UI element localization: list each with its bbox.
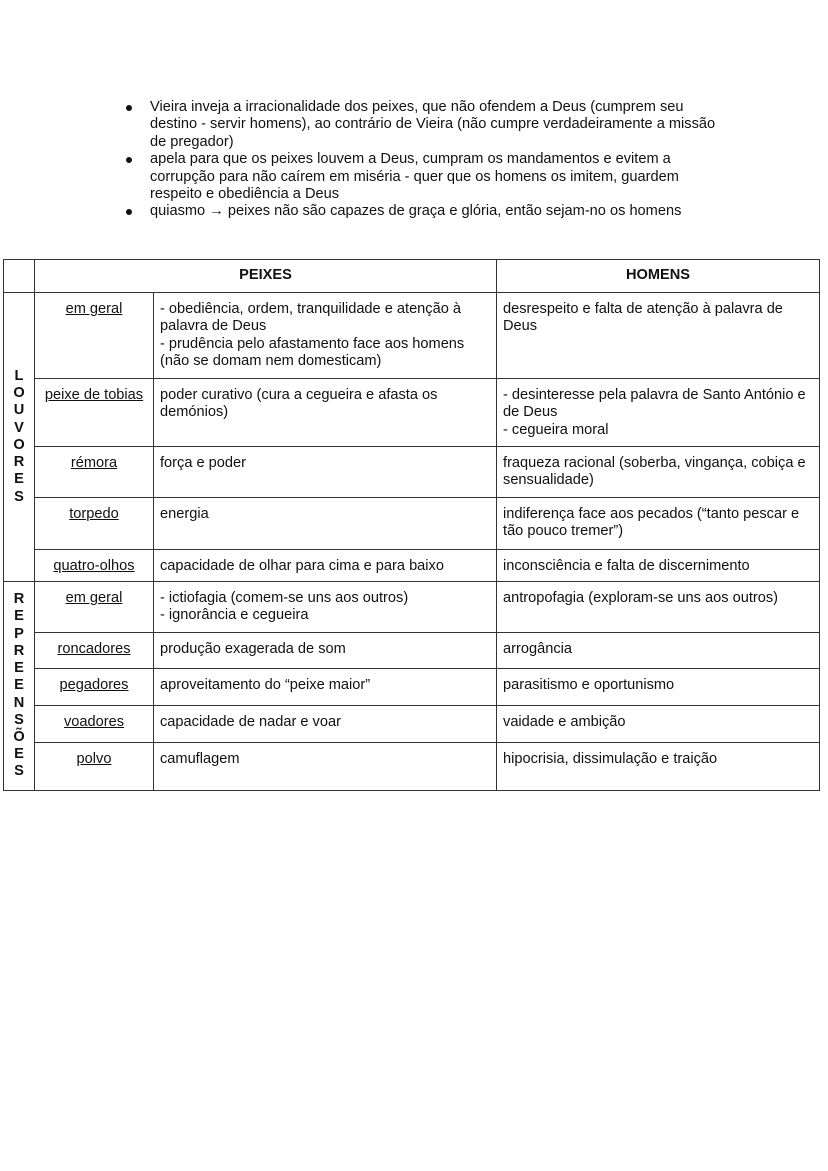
bullet-text: quiasmo → peixes não são capazes de graça e glória, então sejam-no os homens bbox=[150, 203, 682, 220]
peixes-cell: camuflagem bbox=[154, 743, 497, 791]
bullet-dot-icon bbox=[126, 209, 132, 215]
bullet-dot-icon bbox=[126, 105, 132, 111]
table-header-row bbox=[4, 260, 820, 293]
table-row bbox=[4, 293, 820, 379]
homens-cell: inconsciência e falta de discernimento bbox=[497, 550, 820, 582]
table-row bbox=[4, 582, 820, 633]
comparison-table bbox=[3, 259, 820, 791]
row-label: roncadores bbox=[35, 633, 154, 669]
group-label: LOUVORES bbox=[13, 368, 25, 505]
peixes-cell: - ictiofagia (comem-se uns aos outros) - ignorância e cegueira bbox=[154, 582, 497, 633]
homens-cell: antropofagia (exploram-se uns aos outros) bbox=[497, 582, 820, 633]
table-row bbox=[4, 669, 820, 706]
homens-cell: arrogância bbox=[497, 633, 820, 669]
row-label: em geral bbox=[35, 582, 154, 633]
row-label: voadores bbox=[35, 706, 154, 743]
peixes-cell: força e poder bbox=[154, 447, 497, 498]
row-label: polvo bbox=[35, 743, 154, 791]
table-row bbox=[4, 447, 820, 498]
row-label: peixe de tobias bbox=[35, 379, 154, 447]
homens-cell: - desinteresse pela palavra de Santo António e de Deus - cegueira moral bbox=[497, 379, 820, 447]
row-label: quatro-olhos bbox=[35, 550, 154, 582]
peixes-cell: poder curativo (cura a cegueira e afasta os demónios) bbox=[154, 379, 497, 447]
bullet-item bbox=[121, 99, 721, 151]
bullet-item bbox=[121, 151, 721, 203]
homens-cell: vaidade e ambição bbox=[497, 706, 820, 743]
homens-cell: hipocrisia, dissimulação e traição bbox=[497, 743, 820, 791]
peixes-cell: produção exagerada de som bbox=[154, 633, 497, 669]
empty-header-cell bbox=[4, 260, 35, 293]
row-label: em geral bbox=[35, 293, 154, 379]
homens-cell: desrespeito e falta de atenção à palavra de Deus bbox=[497, 293, 820, 379]
header-homens: HOMENS bbox=[497, 260, 820, 293]
table-row bbox=[4, 379, 820, 447]
peixes-cell: capacidade de olhar para cima e para baixo bbox=[154, 550, 497, 582]
peixes-cell: energia bbox=[154, 498, 497, 550]
peixes-cell: aproveitamento do “peixe maior” bbox=[154, 669, 497, 706]
group-louvores bbox=[4, 293, 35, 582]
table-row bbox=[4, 706, 820, 743]
peixes-cell: capacidade de nadar e voar bbox=[154, 706, 497, 743]
group-repreensoes bbox=[4, 582, 35, 791]
row-label: torpedo bbox=[35, 498, 154, 550]
table-row bbox=[4, 550, 820, 582]
table-row bbox=[4, 633, 820, 669]
homens-cell: parasitismo e oportunismo bbox=[497, 669, 820, 706]
bullet-text: Vieira inveja a irracionalidade dos peixes, que não ofendem a Deus (cumprem seu destino - servir homens), ao contrário de Vieira (não cumpre verdadeiramente a missão de pregador) bbox=[150, 99, 716, 150]
group-label: REPREENSÕES bbox=[13, 591, 25, 780]
bullet-text: apela para que os peixes louvem a Deus, cumpram os mandamentos e evitem a corrupção para não caírem em miséria - quer que os homens os imitem, guardem respeito e obediência a Deus bbox=[150, 151, 679, 203]
row-label: pegadores bbox=[35, 669, 154, 706]
header-peixes: PEIXES bbox=[35, 260, 497, 293]
table-row bbox=[4, 743, 820, 791]
homens-cell: indiferença face aos pecados (“tanto pescar e tão pouco tremer”) bbox=[497, 498, 820, 550]
row-label: rémora bbox=[35, 447, 154, 498]
peixes-cell: - obediência, ordem, tranquilidade e atenção à palavra de Deus - prudência pelo afastamento face aos homens (não se domam nem domesticam) bbox=[154, 293, 497, 379]
table-row bbox=[4, 498, 820, 550]
bullet-dot-icon bbox=[126, 157, 132, 163]
homens-cell: fraqueza racional (soberba, vingança, cobiça e sensualidade) bbox=[497, 447, 820, 498]
bullet-item bbox=[121, 203, 721, 220]
summary-bullet-list bbox=[121, 99, 721, 221]
